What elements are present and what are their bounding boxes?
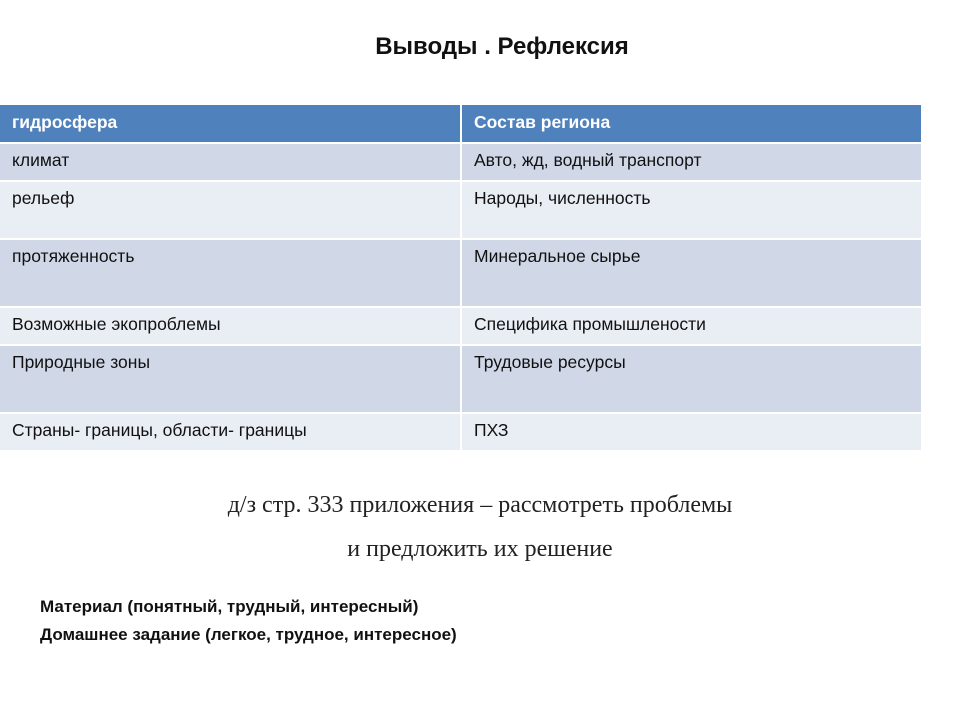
reflection-material: Материал (понятный, трудный, интересный) [40,597,419,616]
table-row [0,239,922,307]
table-cell: ПХЗ [461,413,922,451]
table-cell: Природные зоны [0,345,461,413]
table-row [0,181,922,239]
table-cell: климат [0,143,461,181]
table-row [0,413,922,451]
table-cell: рельеф [0,181,461,239]
table-cell: Авто, жд, водный транспорт [461,143,922,181]
summary-table [0,105,923,452]
table-row [0,143,922,181]
table-cell: Страны- границы, области- границы [0,413,461,451]
table-header-cell: гидросфера [0,105,461,143]
table-cell: Народы, численность [461,181,922,239]
table-cell: Трудовые ресурсы [461,345,922,413]
table-header-row [0,105,922,143]
table-cell: Возможные экопроблемы [0,307,461,345]
reflection-homework: Домашнее задание (легкое, трудное, интересное) [40,625,457,644]
slide-title: Выводы . Рефлексия [375,33,629,60]
table-cell: Минеральное сырье [461,239,922,307]
table-row [0,345,922,413]
homework-line-1: д/з стр. 333 приложения – рассмотреть проблемы [227,492,733,518]
table-header-cell: Состав региона [461,105,922,143]
table-cell: Специфика промышлености [461,307,922,345]
table-row [0,307,922,345]
homework-line-2: и предложить их решение [347,536,613,562]
table-cell: протяженность [0,239,461,307]
